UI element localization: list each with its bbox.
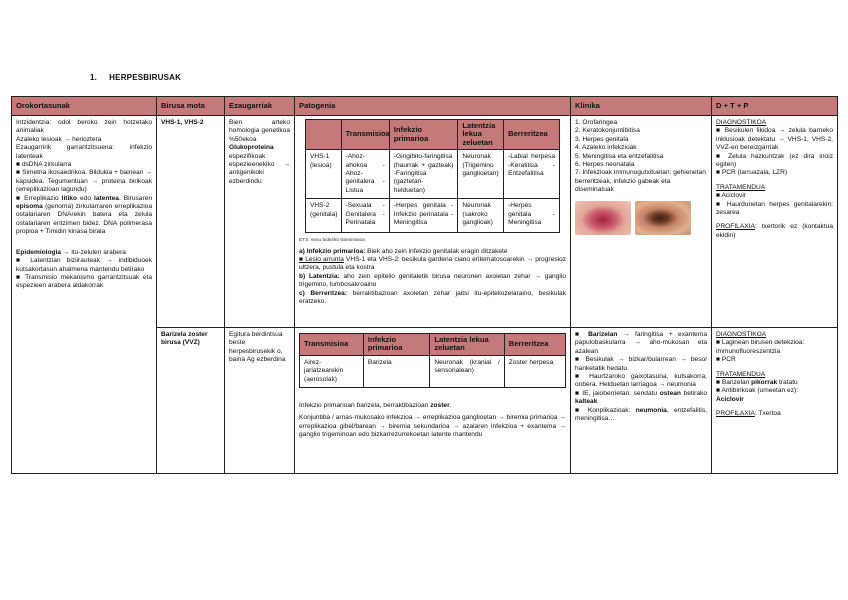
subtable-header: Infekzio primarioa [363,334,430,356]
general-text: ■ Latentzian biziirauteak → indibiduoek kutsakortasun ahalmena mantendu betirako [16,257,152,273]
header-general: Orokortasunak [12,97,157,116]
clinic-item: 1. Orofaringea [575,119,618,126]
subtable-cell: Airez-jariatzearekin (aerosolak) [300,355,364,387]
diagnosis-item: ■ PCR [716,356,736,364]
section-title: 1. HERPESBIRUSAK [90,73,182,82]
clinic-item: ■ Haurtzaroko gaixotasuna, kutsakorra, onbera. Helduetan larriagoa → neumonia [575,373,707,389]
header-virus-type: Birusa mota [157,97,225,116]
subtable-cell: Neuronak (Trigemino ganglioetan) [458,150,504,199]
general-text: Azaleko lesioak → herioztera [16,135,102,143]
subtable-cell: -Ahoz-ahokoa -Ahoz-genitalera -Listua [341,150,389,199]
clinic-item: ■ Konplikazioak: neumonia, entzefalitis, meningitisa… [575,406,708,423]
treatment-item: ■ Aciclovir [716,192,746,200]
prophylaxis: PROFILAXIA: txertorik ez (kontaktua ekidin) [716,223,833,239]
clinic-item: 4. Azaleko infekzioak [575,144,637,152]
subtable-header: Latentzia lekua zeluetan [458,120,504,150]
diagnosis-item: ■ Zelula hazkuntzak (ez dira inoiz egiten) [716,152,833,169]
treatment-item: ■ Antibirikoak (umeetan ez): [716,387,799,395]
herpesvirus-table [11,96,838,474]
general-text: ■ dsDNA zirkularra [16,161,72,169]
vhs-comparison-table [305,119,560,233]
subtable-header: Transmisioa [341,120,389,150]
features-vhs: Bien arteko homologia genetikoa %50ekoa Glukoproteina espezifikoak espezieenekiko → antigenikoki ezberdindu [225,116,295,328]
dtp-vhs [712,116,838,328]
clinic-item: 5. Meningitisa eta entzefalitisa [575,152,664,160]
virus-vvz: Barizela zoster birusa (VVZ) [157,328,225,474]
diagnosis-item: ■ Laginean birusen detekzioa: immunofluoreszentzia [716,339,805,355]
header-features: Ezaugarriak [225,97,295,116]
treatment-item: ■ Barizelan pikorrak tratatu [716,379,798,387]
diagnosis-title: DIAGNOSTIKOA [716,119,767,126]
header-pathogenesis: Patogenia [295,97,571,116]
general-text: ■ Transmisio mekanismo garrantzitsuak eta espezieen arabera aldakorrak [16,273,152,290]
header-row [12,97,838,116]
clinic-vhs [571,116,712,328]
clinic-item: ■ Besikulak → bizkar/bularrean → beso/ hanketatik hedatu [575,356,707,372]
diagnosis-item: ■ PCR (larruazala, LZR) [716,169,788,177]
features-vvz: Egitura berdintsua beste herpesbirusekik o, baina Ag ezberdina [225,328,295,474]
subtable-cell: Neuronak (kranial / sensorialean) [430,355,504,387]
treatment-item: Aciclovir [716,395,744,403]
herpes-lip-photo [575,201,631,235]
subtable-cell: VHS-2 (genitala) [306,199,342,233]
header-dtp: D + T + P [712,97,838,116]
vvz-table [299,333,566,388]
ets-note: ETS: sexu bidezko transmisioa [299,238,365,244]
epidemiology-text: Epidemiologia → itu-zelulen arabera [16,248,126,256]
subtable-cell: -Labial herpesa -Keratitisa -Entzefalitisa [504,150,560,199]
subtable-header: Berreritzea [504,120,560,150]
subtable-cell: Neuronak (sakroko ganglioak) [458,199,504,233]
primary-infection: a) Infekzio primarioa: Biek aho zein infekzio genitalak eragin ditzakete [299,247,508,255]
subtable-header: Infekzio primarioa [389,120,458,150]
row-vhs [12,116,838,328]
clinic-item: 3. Herpes genitala [575,135,629,143]
treatment-item: ■ Haurdunetan herpes genitalarekin: zesarea [716,200,833,217]
clinic-item: 2. Keratokonjuntibitisa [575,127,640,135]
subtable-cell: Barizela [363,355,430,387]
general-cell [12,116,157,474]
latency-text: b) Latentzia: aho zein epitelio genitaletik birusa neuronen axoietan zehar → ganglio trigemino, lumbosakroaino [299,272,566,289]
subtable-cell: -Herpes genitala -Meningitisa [504,199,560,233]
subtable-cell: -Herpes genitala -Infekzio perinatala -Meningitisa [389,199,458,233]
pathogenesis-vhs [295,116,571,328]
pathogenesis-vvz [295,328,571,474]
subtable-header [306,120,342,150]
subtable-header: Berreritzea [504,334,565,356]
common-lesion: ■ Lesio arrunta VHS-1 eta VHS-2: besikula gardena ciano eritematosoarekin → progresioz ultzera, pustula eta kostra [299,256,566,272]
subtable-header: Transmisioa [300,334,364,356]
clinic-item: ■ IE, jaioberrietan: sendatu ostean betirako kalteak [575,389,707,406]
replication-text: ■ Erreplikazio litiko edo latentea. Birusaren episoma (genoma) zirkularraren erreplikazioa ostalariaren DNArekin batera eta zelula ostalariaren entzimen bidez. DNA polimerasa propioa + Timidin kinasa birala [16,194,152,236]
clinic-item: ■ Barizelan → faringitisa + exantema papulobaskularra → aho-mukosan eta azalean [575,331,707,355]
treatment-title: TRATAMENDUA [716,183,766,191]
subtable-cell: VHS-1 (lesioa) [306,150,342,199]
subtable-cell: -Gingibito-faringitisa (haurrak + gazteak) -Faringitisa (gaztetan-helduetan) [389,150,458,199]
diagnosis-item: ■ Besikulen likidoa → zelula barneko inklusioak detektatu → VHS-1, VHS-2, VVZ-en bereizgarriak [716,127,833,152]
subtable-cell: -Sexuala -Genitalera -Perinatala [341,199,389,233]
dtp-vvz [712,328,838,474]
reactivation-text: c) Berreritzea: berraktibazioan axoietan zehar jaitsi itu-epiteliozelaraino, besikulak eratzeko. [299,289,567,306]
clinic-vvz [571,328,712,474]
general-text: Intzidentzia: odol beroko zein hotzetako animaliak [16,119,152,135]
virus-vhs: VHS-1, VHS-2 [157,116,225,328]
diagnosis-title: DIAGNOSTIKOA [716,331,767,338]
vvz-primary-infection: Infekzio primarioan barizela, berraktibazioan zoster. [299,402,452,410]
general-text: ■ Simetria ikosaedrikoa. Bildukia + bainean → kapsidea. Tegumentuan → proteina birikoak (erreplikazioan lagundu) [16,169,152,194]
vvz-pathogenesis-text: Konjuntiba / arnas-mukosako infekzioa → erreplikazioa ganglioetan → biremia primarioa → erreplikazioa gibel/barean → biremia sekundarioa → azalaren infekzioa + exantema → ganglio trigeminoan edo bizkarrezurrekoetan latente mantendu [299,414,566,439]
herpes-eye-photo [635,201,691,235]
treatment-title: TRATAMENDUA [716,370,766,378]
subtable-cell: Zoster herpesa [504,355,565,387]
prophylaxis: PROFILAXIA: Txertoa [716,410,781,418]
header-clinic: Klinika [571,97,712,116]
clinic-item: 6. Herpes neonatala [575,161,635,169]
general-text: Ezaugarririk garrantzitsuena: infekzio latenteak [16,144,152,160]
subtable-header: Latentzia lekua zeluetan [430,334,504,356]
clinic-item: 7. Infekzioak immunogutxituetan: gehienetan berreritzeak, infekzio gabeak eta diseminatuak [575,169,706,194]
